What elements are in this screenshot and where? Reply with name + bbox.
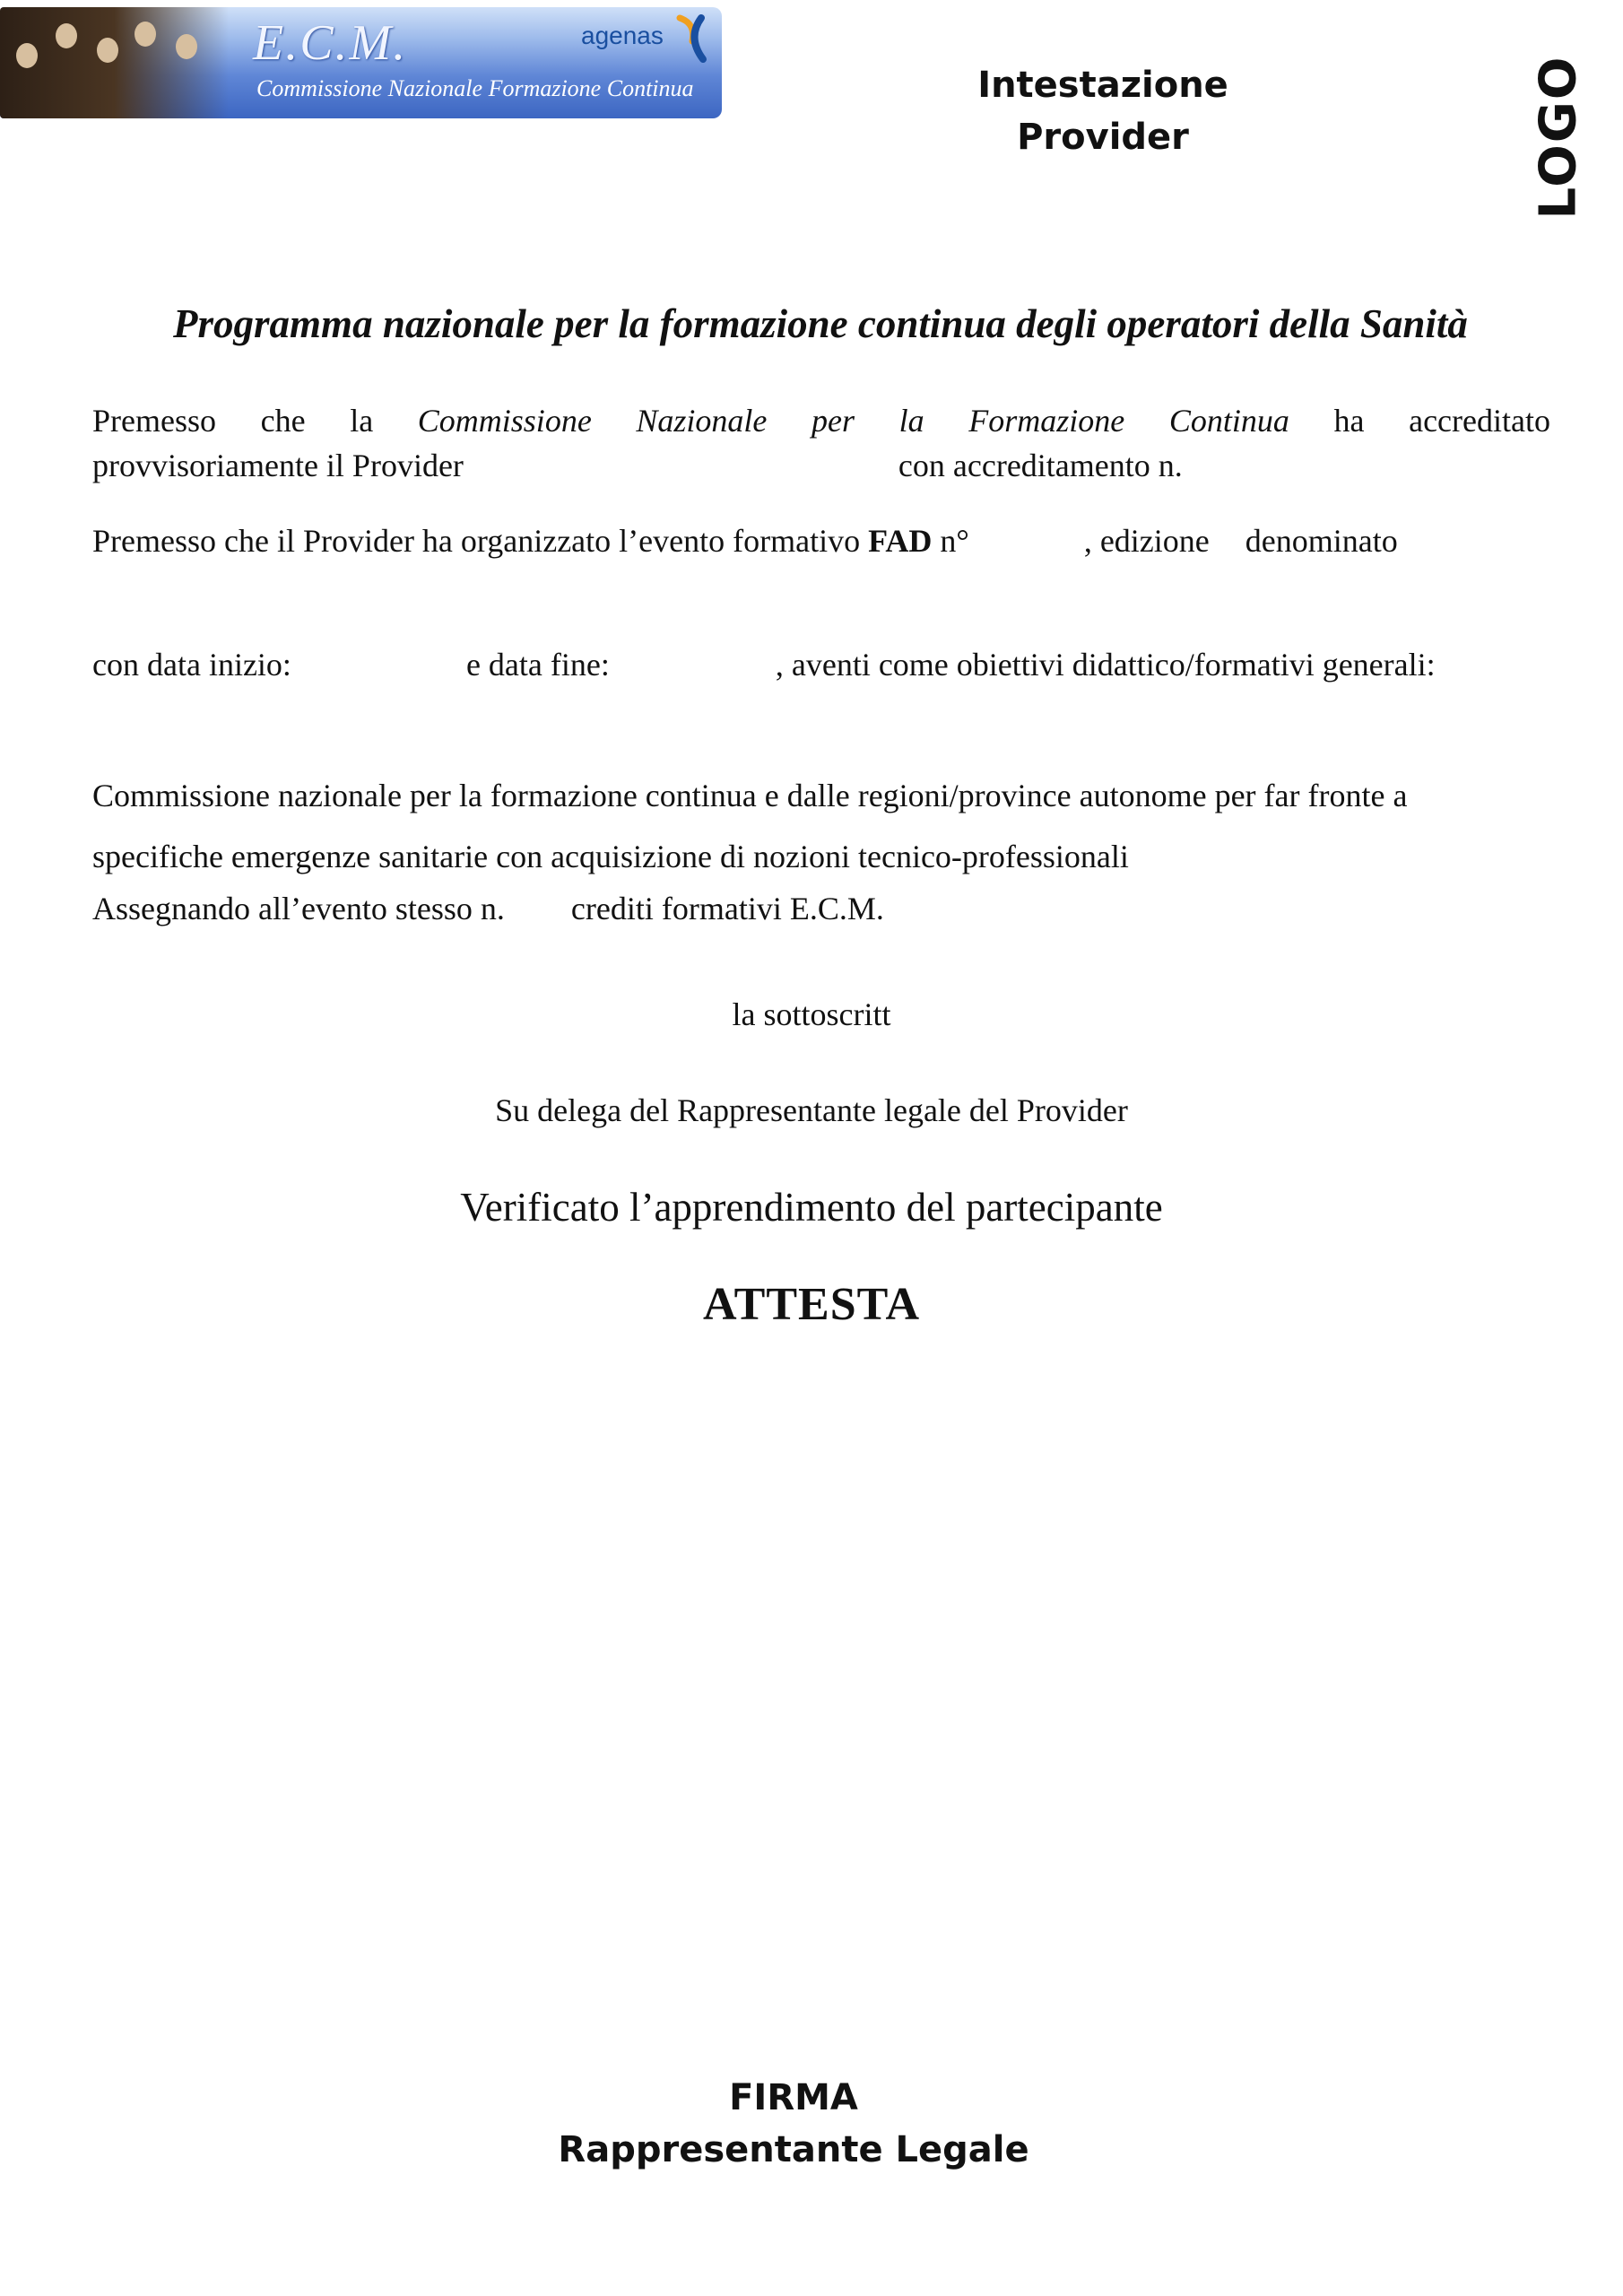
paragraph-premessa-1-line-2 <box>92 443 1550 488</box>
text-fad: FAD <box>868 523 933 559</box>
text-evento: Premesso che il Provider ha organizzato l’evento formativo <box>92 523 869 559</box>
ecm-banner <box>0 7 722 118</box>
paragraph-commissione-line-2: specifiche emergenze sanitarie con acquisizione di nozioni tecnico-professionali <box>92 839 1129 874</box>
text-obiettivi: , aventi come obiettivi didattico/formativi generali: <box>775 647 1436 683</box>
word: Nazionale <box>636 403 768 439</box>
document-title: Programma nazionale per la formazione continua degli operatori della Sanità <box>173 301 1468 346</box>
signature-block: FIRMA Rappresentante Legale <box>558 2077 1029 2170</box>
text-assegnando: Assegnando all’evento stesso n. <box>92 891 505 926</box>
paragraph-commissione <box>92 765 1550 887</box>
word: per <box>812 403 855 439</box>
paragraph-commissione-line-1: Commissione nazionale per la formazione continua e dalle regioni/province autonome per far fronte a <box>92 778 1408 813</box>
text-accreditamento: con accreditamento n. <box>898 448 1183 483</box>
word: Commissione <box>417 403 592 439</box>
text-numero: n° <box>932 523 969 559</box>
text-verificato: Verificato l’apprendimento del partecipante <box>460 1185 1163 1230</box>
text-data-inizio: con data inizio: <box>92 647 291 683</box>
paragraph-date <box>92 642 1550 687</box>
word: che <box>260 403 306 439</box>
text-attesta: ATTESTA <box>702 1279 921 1330</box>
agenas-logo-text: agenas <box>581 22 664 49</box>
text-crediti: crediti formativi E.C.M. <box>570 891 884 926</box>
paragraph-premessa-1 <box>92 398 1550 488</box>
banner-subtitle: Commissione Nazionale Formazione Continua <box>256 75 694 101</box>
logo-placeholder <box>1523 43 1594 231</box>
word: Premesso <box>92 403 216 439</box>
word: Continua <box>1168 403 1289 439</box>
text-data-fine: e data fine: <box>465 647 610 683</box>
text-denominato: denominato <box>1245 523 1398 559</box>
paragraph-premessa-1-line-1 <box>92 398 1550 443</box>
banner-photo-image <box>0 7 229 118</box>
word: ha <box>1333 403 1365 439</box>
paragraph-premessa-2 <box>92 518 1550 563</box>
text-sottoscritto: la sottoscritt <box>732 996 891 1032</box>
word: Formazione <box>968 403 1125 439</box>
text-edizione: , edizione <box>1083 523 1210 559</box>
logo-text: LOGO <box>1529 55 1588 220</box>
provider-header: Intestazione Provider <box>977 65 1228 158</box>
word: accreditato <box>1409 403 1550 439</box>
paragraph-crediti <box>92 886 1550 931</box>
word: la <box>898 403 924 439</box>
word: la <box>350 403 374 439</box>
banner-title: E.C.M. <box>253 15 408 71</box>
text-delega: Su delega del Rappresentante legale del Provider <box>495 1092 1128 1128</box>
agenas-logo-icon <box>674 14 712 63</box>
text-provider: provvisoriamente il Provider <box>92 448 464 483</box>
